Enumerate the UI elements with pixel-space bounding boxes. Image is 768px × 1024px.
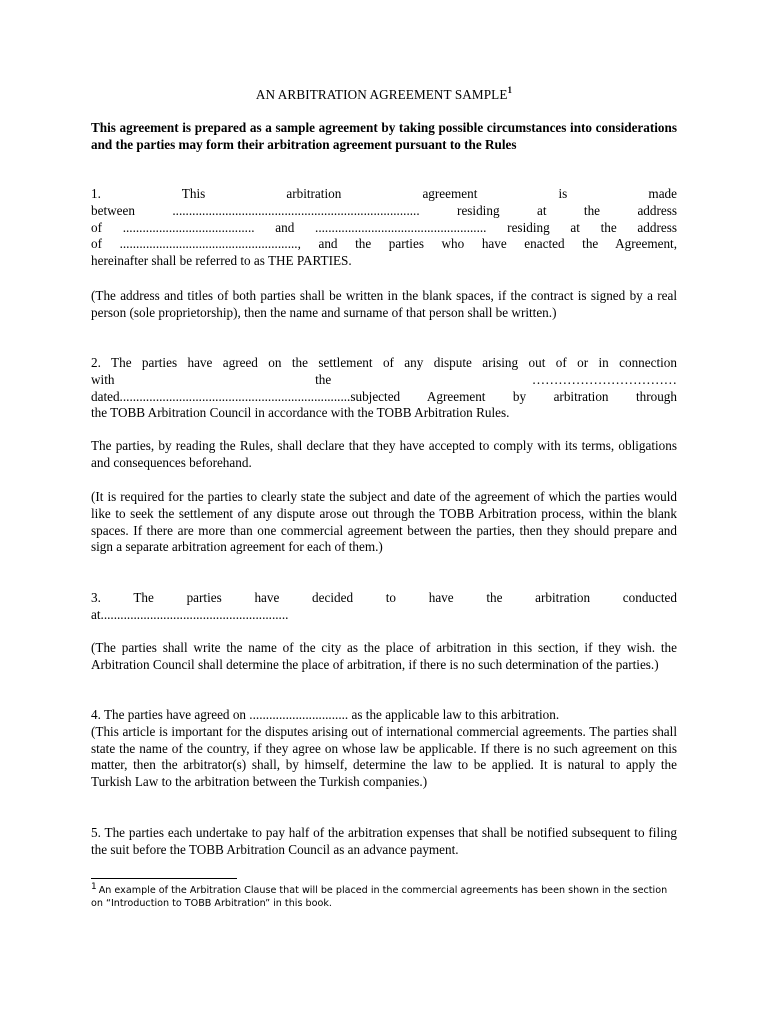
clause-2-line: the TOBB Arbitration Council in accordance with the TOBB Arbitration Rules. <box>91 405 510 421</box>
note-3: (The parties shall write the name of the city as the place of arbitration in this section, if they wish. the Arbitration Council shall determine the place of arbitration, if there is no such determination of the parties.) <box>91 640 677 672</box>
clause-5: 5. The parties each undertake to pay half of the arbitration expenses that shall be notified subsequent to filing the suit before the TOBB Arbitration Council as an advance payment. <box>91 825 677 857</box>
clause-2-line: dated......................................................................subjected Agreement by arbitration through <box>91 388 677 404</box>
note-1: (The address and titles of both parties shall be written in the blank spaces, if the contract is signed by a real person (sole proprietorship), then the name and surname of that person shall be written.) <box>91 288 677 320</box>
footnote-text: An example of the Arbitration Clause that will be placed in the commercial agreements has been shown in the section on “Introduction to TOBB Arbitration” in this book. <box>91 885 668 909</box>
clause-1 <box>91 186 677 270</box>
clause-1-line: hereinafter shall be referred to as THE PARTIES. <box>91 253 352 269</box>
footnote <box>91 881 681 910</box>
clause-1-line: between ........................................................................... residing at the address <box>91 202 677 218</box>
clause-4-line: 4. The parties have agreed on .............................. as the applicable law to this arbitration. <box>91 707 560 722</box>
clause-3-line: 3. The parties have decided to have the arbitration conducted <box>91 590 677 605</box>
intro-paragraph: This agreement is prepared as a sample agreement by taking possible circumstances into considerations and the parties may form their arbitration agreement pursuant to the Rules <box>91 120 677 152</box>
clause-1-line: 1. This arbitration agreement is made <box>91 186 677 201</box>
clause-4-note: (This article is important for the disputes arising out of international commercial agreements. The parties shall state the name of the country, if they agree on whose law be applicable. If there is no such agreement on this matter, then the arbitrator(s) shall, by himself, determine the law to be applied. It is natural to apply the Turkish Law to the arbitration between the Turkish companies.) <box>91 723 677 790</box>
declaration-paragraph: The parties, by reading the Rules, shall declare that they have accepted to comply with its terms, obligations and consequences beforehand. <box>91 438 677 470</box>
footnote-divider <box>91 878 237 879</box>
clause-3-line: at......................................................... <box>91 606 289 622</box>
clause-1-line: of ........................................ and .................................................... residing at the address <box>91 219 677 235</box>
footnote-marker: 1 <box>91 881 97 892</box>
title-text: AN ARBITRATION AGREEMENT SAMPLE <box>255 87 508 102</box>
clause-2 <box>91 355 677 422</box>
document-title <box>0 86 768 103</box>
clause-4 <box>91 707 677 791</box>
clause-3 <box>91 590 677 624</box>
clause-2-line: 2. The parties have agreed on the settlement of any dispute arising out of or in connection <box>91 355 677 370</box>
note-2: (It is required for the parties to clearly state the subject and date of the agreement of which the parties would like to seek the settlement of any dispute arose out through the TOBB Arbitration process, within the blank spaces. If there are more than one commercial agreement between the parties, then they should prepare and sign a separate arbitration agreement for each of them.) <box>91 489 677 555</box>
clause-1-line: of ......................................................, and the parties who have enacted the Agreement, <box>91 236 677 252</box>
clause-2-line: with the …………………………… <box>91 371 677 387</box>
title-footnote-marker: 1 <box>507 84 513 95</box>
